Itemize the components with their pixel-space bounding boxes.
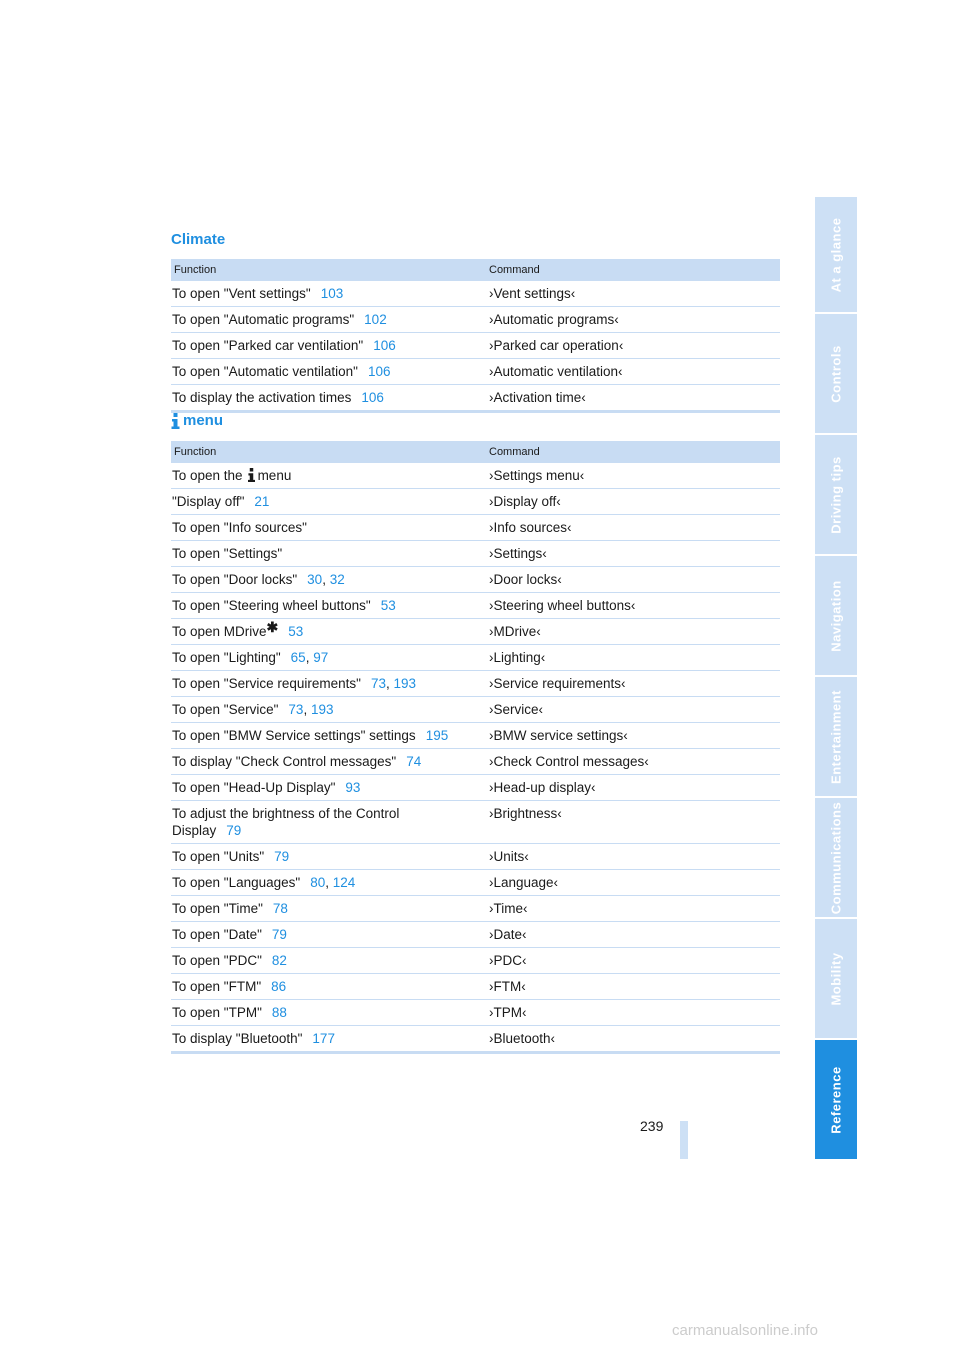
command-cell: ›Settings‹ [489,546,547,561]
menu-table-body [171,463,780,1054]
page-reference-link[interactable]: 65 [290,650,306,665]
header-command: Command [489,446,540,458]
page-reference-link[interactable]: 106 [373,338,396,353]
function-text: To open "Service" [172,702,279,717]
info-i-icon [247,468,256,482]
command-cell: ›Activation time‹ [489,390,586,405]
table-row [171,671,780,697]
function-cell [171,385,488,410]
function-text: To display the activation times [172,390,352,405]
table-row [171,697,780,723]
table-row [171,775,780,801]
page-reference-link[interactable]: 93 [345,780,361,795]
command-cell: ›Service requirements‹ [489,676,626,691]
command-cell: ›Language‹ [489,875,559,890]
table-row [171,645,780,671]
table-row [171,922,780,948]
page-reference-link[interactable]: 106 [367,364,391,379]
climate-title-text: Climate [171,231,226,248]
table-row [171,619,780,645]
side-tab-entertainment[interactable] [815,677,857,796]
function-cell: To open "Languages" 80, 124 [172,875,356,890]
command-cell: ›MDrive‹ [489,624,541,639]
table-row [171,723,780,749]
page-reference-link[interactable]: 80 [310,875,326,890]
function-text: To open "Vent settings" [172,286,311,301]
command-cell: ›TPM‹ [489,1005,527,1020]
command-cell: ›Settings menu‹ [489,468,585,483]
function-cell [171,1026,488,1051]
command-cell: ›Units‹ [489,849,529,864]
info-i-icon [171,413,180,429]
function-text: To open "FTM" [172,979,262,994]
function-cell [171,307,488,332]
function-text: To open "Door locks" [172,572,298,587]
command-cell: ›Display off‹ [489,494,561,509]
page-reference-link[interactable]: 106 [361,390,384,405]
table-row [171,1026,780,1054]
side-tab-label: Reference [828,1065,844,1134]
header-function: Function [174,264,217,276]
function-cell [171,974,488,999]
page-reference-link[interactable]: 79 [271,927,287,942]
table-row [171,593,780,619]
side-tabs [815,197,857,1161]
function-cell [171,723,488,748]
function-cell [171,515,488,540]
function-cell: To open "Lighting" 65, 97 [172,650,329,665]
header-function: Function [174,446,217,458]
watermark: carmanualsonline.info [672,1322,818,1339]
command-cell: ›Parked car operation‹ [489,338,624,353]
command-cell: ›Info sources‹ [489,520,572,535]
function-text: To open "Info sources" [172,520,307,535]
command-cell: ›Automatic programs‹ [489,312,619,327]
function-cell [171,359,488,384]
page-reference-link[interactable]: 97 [313,650,329,665]
page-reference-link[interactable]: 193 [310,702,334,717]
table-row [171,515,780,541]
function-text: To open the [172,468,243,483]
page-reference-link[interactable]: 32 [329,572,345,587]
page-reference-link[interactable]: 79 [226,823,242,838]
page-number-bar [680,1121,688,1159]
function-text: To open "Units" [172,849,265,864]
page-reference-link[interactable]: 88 [271,1005,287,1020]
table-row [171,463,780,489]
menu-title-text: menu [183,412,224,429]
function-cell [171,281,488,306]
function-text: To open MDrive [172,624,267,639]
function-cell [171,922,488,947]
function-cell: To open "Service" 73, 193 [172,702,334,717]
function-text: To open "Head-Up Display" [172,780,336,795]
command-cell: ›Head-up display‹ [489,780,596,795]
command-cell: ›Vent settings‹ [489,286,576,301]
side-tab-label: Controls [828,344,844,403]
function-text: To display "Check Control messages" [172,754,397,769]
function-cell [171,1000,488,1025]
table-row [171,896,780,922]
page-reference-link[interactable]: 73 [288,702,304,717]
side-tab-label: At a glance [828,217,844,292]
function-cell [171,593,488,618]
table-row [171,1000,780,1026]
function-cell [171,619,488,644]
command-cell: ›Service‹ [489,702,544,717]
page-number: 239 [640,1118,664,1134]
function-text: To open "Languages" [172,875,301,890]
page-reference-link[interactable]: 79 [274,849,290,864]
function-text: To open "Steering wheel buttons" [172,598,371,613]
table-row [171,489,780,515]
table-row [171,541,780,567]
side-tab-label: Communications [828,801,844,914]
function-text: To open "Automatic ventilation" [172,364,358,379]
table-row [171,359,780,385]
function-text: To open "Date" [172,927,262,942]
table-row [171,281,780,307]
command-cell: ›Check Control messages‹ [489,754,649,769]
page-reference-link[interactable]: 103 [320,286,344,301]
function-cell [171,844,488,869]
side-tab-controls[interactable] [815,314,857,433]
command-cell: ›Date‹ [489,927,527,942]
side-tab-navigation[interactable] [815,556,857,675]
function-text: To open "Settings" [172,546,283,561]
function-cell [171,948,488,973]
function-text: To open "BMW Service settings" settings [172,728,416,743]
header-command: Command [489,264,540,276]
table-row [171,948,780,974]
function-text-after-icon: menu [257,468,292,483]
side-tab-label: Navigation [828,579,844,652]
page-reference-link[interactable]: 78 [272,901,288,916]
page-reference-link[interactable]: 53 [288,624,304,639]
function-cell [171,896,488,921]
side-tab-mobility[interactable] [815,919,857,1038]
page-reference-link[interactable]: 102 [364,312,387,327]
command-cell: ›PDC‹ [489,953,527,968]
table-row [171,567,780,593]
function-cell [171,749,488,774]
page-reference-link[interactable]: 86 [271,979,287,994]
climate-table [171,259,780,413]
function-text: "Display off" [172,494,245,509]
function-cell [171,775,488,800]
function-cell [171,463,488,488]
table-row [171,801,780,844]
page-reference-link[interactable]: 21 [254,494,270,509]
command-cell: ›Time‹ [489,901,528,916]
table-row [171,844,780,870]
command-cell: ›Bluetooth‹ [489,1031,556,1046]
command-cell: ›Door locks‹ [489,572,562,587]
page-reference-link[interactable]: 177 [312,1031,335,1046]
table-row [171,333,780,359]
climate-table-body [171,281,780,413]
page-reference-link[interactable]: 193 [393,676,417,691]
side-tab-label: Entertainment [828,689,844,784]
side-tab-driving-tips[interactable] [815,435,857,554]
function-text: To open "Automatic programs" [172,312,355,327]
side-tab-label: Driving tips [828,455,844,534]
function-text: To open "Lighting" [172,650,281,665]
side-tab-communications[interactable] [815,798,857,917]
climate-title [171,231,225,248]
page-reference-link[interactable]: 30 [307,572,323,587]
page-reference-link[interactable]: 124 [332,875,356,890]
command-cell: ›Automatic ventilation‹ [489,364,623,379]
table-row [171,870,780,896]
table-row [171,307,780,333]
function-cell [171,801,488,843]
page-reference-link[interactable]: 82 [271,953,287,968]
function-cell: To open "Door locks" 30, 32 [172,572,345,587]
function-cell [171,333,488,358]
table-row [171,974,780,1000]
menu-table [171,441,780,1054]
table-row [171,385,780,413]
function-text: To adjust the brightness of the Control Display [172,806,400,838]
menu-title [171,412,223,429]
function-text: To open "Parked car ventilation" [172,338,364,353]
command-cell: ›Steering wheel buttons‹ [489,598,636,613]
page-reference-link[interactable]: 74 [406,754,422,769]
page-reference-link[interactable]: 195 [425,728,449,743]
option-star-icon: ✱ [266,619,279,635]
function-text: To display "Bluetooth" [172,1031,303,1046]
function-cell [171,541,488,566]
table-row [171,749,780,775]
side-tab-reference[interactable] [815,1040,857,1159]
function-cell: To open "Service requirements" 73, 193 [172,676,417,691]
table-header [171,259,780,281]
command-cell: ›BMW service settings‹ [489,728,628,743]
page-reference-link[interactable]: 53 [380,598,396,613]
side-tab-at-a-glance[interactable] [815,197,857,312]
function-text: To open "TPM" [172,1005,262,1020]
table-header [171,441,780,463]
side-tab-label: Mobility [828,951,844,1006]
page-reference-link[interactable]: 73 [370,676,386,691]
function-cell [171,489,488,514]
command-cell: ›Lighting‹ [489,650,546,665]
command-cell: ›Brightness‹ [489,806,562,821]
function-text: To open "Time" [172,901,263,916]
function-text: To open "PDC" [172,953,262,968]
function-text: To open "Service requirements" [172,676,361,691]
command-cell: ›FTM‹ [489,979,526,994]
